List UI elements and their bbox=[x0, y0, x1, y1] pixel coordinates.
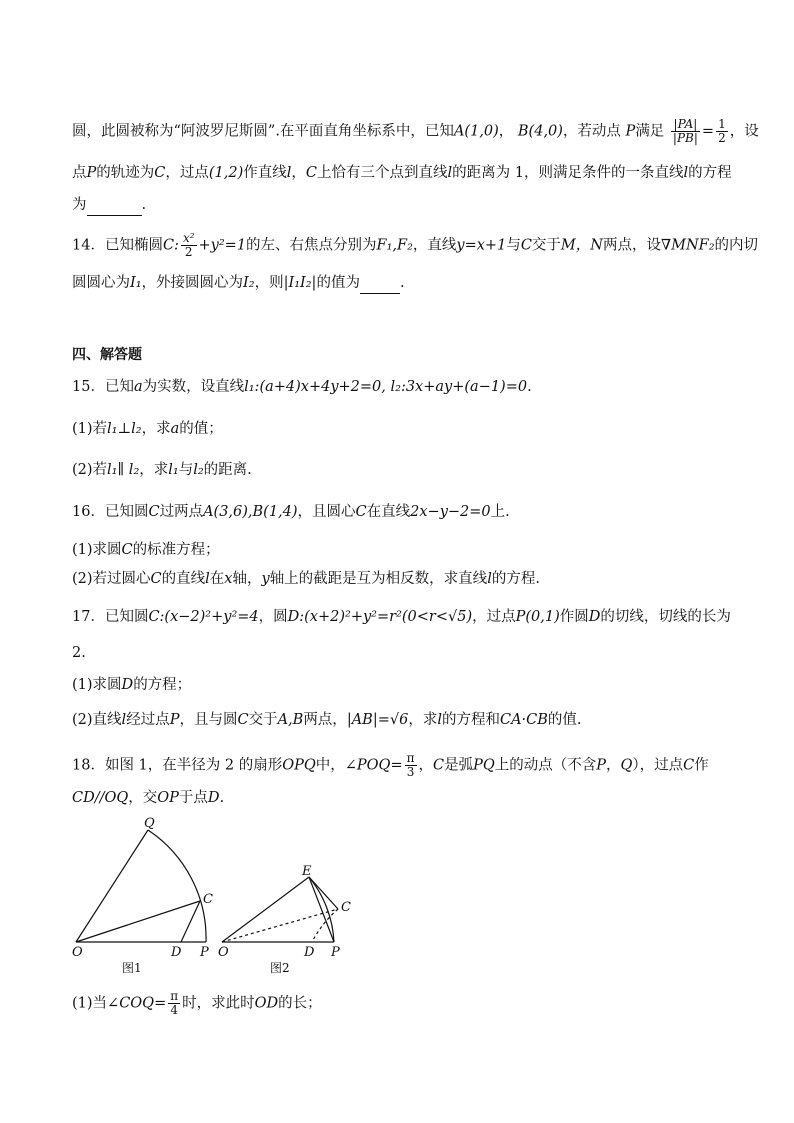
text: 作圆 bbox=[559, 609, 589, 625]
q17-line2: 2. bbox=[72, 645, 86, 661]
text: 在 bbox=[209, 571, 225, 587]
q17-line1 bbox=[72, 607, 732, 627]
math-var: Q bbox=[620, 757, 633, 774]
segment-ep bbox=[309, 877, 334, 942]
text: . bbox=[219, 790, 225, 806]
math-point: (1,2) bbox=[208, 165, 244, 181]
q15-part1 bbox=[72, 419, 732, 439]
text: ，且圆心 bbox=[297, 504, 356, 520]
q15-line1 bbox=[72, 377, 732, 397]
math: D:(x+2)²+y²=r²(0<r<√5) bbox=[287, 609, 473, 625]
text: 满足 bbox=[635, 123, 665, 140]
text: 两点，设 bbox=[602, 237, 661, 254]
math-var: C bbox=[520, 237, 532, 254]
label-q: Q bbox=[144, 816, 155, 831]
text: 的标准方程； bbox=[132, 542, 220, 558]
segment-oc bbox=[76, 901, 200, 942]
text: (1)当 bbox=[72, 995, 108, 1012]
q13-line2 bbox=[72, 163, 732, 183]
text: ，求 bbox=[139, 462, 169, 478]
text: ，若动点 bbox=[562, 123, 621, 140]
text: 的左、右焦点分别为 bbox=[246, 237, 377, 254]
text: 16．已知圆 bbox=[72, 504, 149, 520]
math-var: D bbox=[588, 609, 601, 625]
math: A,B bbox=[277, 712, 304, 728]
figure-2-labels bbox=[218, 864, 351, 960]
ellipse-fraction: $\frac{\text{x²}}{2}$ bbox=[182, 231, 195, 259]
math-var: l bbox=[447, 165, 453, 181]
q18-part1 bbox=[72, 990, 732, 1017]
math: I₁ bbox=[130, 275, 142, 291]
q13-line1 bbox=[72, 117, 759, 145]
text: 的距离为 1，则满足条件的一条直线 bbox=[452, 165, 684, 181]
math: l₁:(a+4)x+4y+2=0, l₂:3x+ay+(a−1)=0 bbox=[244, 379, 528, 395]
math: y=x+1 bbox=[456, 237, 507, 254]
label-d: D bbox=[304, 945, 315, 960]
label-o: O bbox=[218, 945, 229, 960]
text: ，过点 bbox=[472, 609, 516, 625]
text: . bbox=[141, 197, 147, 213]
text: 的方程 bbox=[688, 165, 732, 181]
text: 交于 bbox=[531, 237, 561, 254]
text: 上的动点（不含 bbox=[494, 757, 597, 774]
text: ，且与圆 bbox=[179, 712, 238, 728]
text: . bbox=[527, 379, 532, 395]
math: CD//OQ bbox=[72, 790, 129, 806]
text: ， bbox=[606, 757, 621, 774]
math-var: l bbox=[437, 712, 442, 728]
text: 的长； bbox=[278, 995, 322, 1012]
math-vector-dot: CA·CB bbox=[499, 712, 548, 728]
math: |I₁I₂| bbox=[283, 275, 317, 291]
text: 上恰有三个点到直线 bbox=[317, 165, 448, 181]
math-point-a: A(1,0) bbox=[453, 123, 499, 140]
math-var: C bbox=[237, 712, 249, 728]
math-var: l bbox=[121, 712, 127, 728]
math-var: C bbox=[433, 757, 445, 774]
text: 15．已知 bbox=[72, 379, 134, 395]
math: l₁⊥l₂ bbox=[107, 421, 142, 437]
math-var: l bbox=[286, 165, 292, 181]
figure-1-caption: 图1 bbox=[122, 961, 142, 975]
text: 的值为 bbox=[316, 275, 360, 291]
text: 作 bbox=[694, 757, 709, 774]
text: (2)若 bbox=[72, 462, 108, 478]
q16-line1 bbox=[72, 502, 732, 522]
text: 的方程； bbox=[133, 677, 192, 693]
segment-cd bbox=[181, 901, 200, 942]
text: 时，求此时 bbox=[182, 995, 255, 1012]
q13-line3 bbox=[72, 195, 732, 216]
math: OP bbox=[157, 790, 179, 806]
text: . bbox=[399, 275, 405, 291]
label-p: P bbox=[200, 945, 209, 960]
math-var: C bbox=[121, 542, 133, 558]
math: ∇MNF₂ bbox=[660, 237, 715, 254]
text: 两点， bbox=[303, 712, 347, 728]
text: 圆圆心为 bbox=[72, 275, 130, 291]
text: 与 bbox=[506, 237, 521, 254]
q16-part2 bbox=[72, 569, 732, 589]
figure-1 bbox=[76, 830, 206, 942]
segment-oq bbox=[76, 830, 148, 942]
math: |AB|=√6 bbox=[346, 712, 409, 728]
q18-line1 bbox=[72, 752, 732, 779]
text: 交于 bbox=[248, 712, 278, 728]
text: ，设 bbox=[729, 123, 759, 140]
text: 上. bbox=[490, 504, 510, 520]
text: 的内切 bbox=[714, 237, 759, 254]
math: 2x−y−2=0 bbox=[410, 504, 491, 520]
figure-2-caption: 图2 bbox=[270, 961, 290, 975]
text: ，求 bbox=[141, 421, 171, 437]
pi-over-4: $\frac{\pi}{4}$ bbox=[170, 989, 179, 1017]
text: ，交 bbox=[128, 790, 158, 806]
text: ，则 bbox=[254, 275, 284, 291]
math: OD bbox=[254, 995, 279, 1012]
math-var: C bbox=[355, 504, 367, 520]
segment-ec bbox=[309, 877, 338, 909]
math-var: a bbox=[170, 421, 180, 437]
pi-over-3: $\frac{\pi}{3}$ bbox=[406, 751, 415, 779]
text: 经过点 bbox=[126, 712, 170, 728]
segment-oe bbox=[222, 877, 309, 942]
math: +y²=1 bbox=[198, 237, 247, 254]
math: F₁,F₂ bbox=[376, 237, 413, 254]
text: ， bbox=[498, 123, 514, 140]
q14-line1 bbox=[72, 231, 759, 259]
text: (1)若 bbox=[72, 421, 108, 437]
text: = bbox=[701, 123, 715, 140]
math-var: C bbox=[683, 757, 695, 774]
math: l₁∥ l₂ bbox=[107, 462, 140, 478]
text: 轴上的截距是互为相反数，求直线 bbox=[269, 571, 488, 587]
label-p: P bbox=[331, 945, 340, 960]
text: 点 bbox=[72, 165, 87, 181]
math-var: P bbox=[169, 712, 180, 728]
math-var: C bbox=[305, 165, 317, 181]
math: M，N bbox=[560, 237, 603, 254]
label-c: C bbox=[203, 892, 213, 907]
text: 为实数，设直线 bbox=[142, 379, 245, 395]
math-var: x bbox=[224, 571, 233, 587]
q18-line2 bbox=[72, 788, 732, 808]
arc-pq bbox=[148, 830, 206, 942]
answer-blank[interactable] bbox=[87, 195, 142, 216]
text: 作直线 bbox=[243, 165, 287, 181]
text: 17．已知圆 bbox=[72, 609, 149, 625]
math: C:(x−2)²+y²=4 bbox=[148, 609, 259, 625]
math: I₂ bbox=[243, 275, 255, 291]
geometry-figures bbox=[60, 815, 360, 980]
math: ∠COQ= bbox=[107, 995, 167, 1012]
text: ， bbox=[291, 165, 306, 181]
math-var: l bbox=[205, 571, 210, 587]
math: C: bbox=[162, 237, 179, 254]
math-point-b: B(4,0) bbox=[517, 123, 563, 140]
q16-part1 bbox=[72, 540, 732, 560]
q17-part2 bbox=[72, 710, 732, 730]
text: 于点 bbox=[178, 790, 208, 806]
text: (1)求圆 bbox=[72, 677, 122, 693]
text: 轴， bbox=[232, 571, 262, 587]
text: 的距离. bbox=[203, 462, 252, 478]
text: (2)直线 bbox=[72, 712, 122, 728]
math-var: D bbox=[121, 677, 134, 693]
math-var: C bbox=[154, 165, 166, 181]
text: 18．如图 1，在半径为 2 的扇形 bbox=[72, 757, 283, 774]
math: l₁ bbox=[168, 462, 179, 478]
text: 的轨迹为 bbox=[96, 165, 155, 181]
text: (1)求圆 bbox=[72, 542, 122, 558]
text: 的值； bbox=[179, 421, 223, 437]
text: 是弧 bbox=[444, 757, 474, 774]
label-o: O bbox=[72, 945, 83, 960]
math-var: C bbox=[148, 504, 160, 520]
q14-line2 bbox=[72, 273, 732, 294]
math: PQ bbox=[473, 757, 495, 774]
q15-part2 bbox=[72, 460, 732, 480]
text: ，圆 bbox=[258, 609, 288, 625]
dashed-oc bbox=[222, 909, 338, 942]
text: ， bbox=[418, 757, 433, 774]
text: 的切线，切线的长为 bbox=[600, 609, 731, 625]
text: (2)若过圆心 bbox=[72, 571, 151, 587]
section-heading: 四、解答题 bbox=[72, 347, 142, 363]
text: 过两点 bbox=[159, 504, 204, 520]
answer-blank[interactable] bbox=[360, 273, 400, 294]
text: ，外接圆圆心为 bbox=[141, 275, 244, 291]
math-var: C bbox=[150, 571, 162, 587]
half-fraction: $\frac{1}{2}$ bbox=[718, 117, 726, 145]
math-var: P bbox=[596, 757, 607, 774]
math-var: P bbox=[86, 165, 97, 181]
ratio-fraction: $\frac{|PA|}{|PB|}$ bbox=[672, 117, 698, 145]
text: 的方程. bbox=[491, 571, 540, 587]
math-var: a bbox=[133, 379, 143, 395]
math-var: l bbox=[683, 165, 689, 181]
math: ∠POQ= bbox=[344, 757, 403, 774]
math-var: P bbox=[625, 123, 636, 140]
text: 的直线 bbox=[161, 571, 206, 587]
text: 为 bbox=[72, 197, 87, 213]
text: 与 bbox=[178, 462, 194, 478]
label-d: D bbox=[171, 945, 182, 960]
text: ，直线 bbox=[412, 237, 457, 254]
text: 圆，此圆被称为“阿波罗尼斯圆”.在平面直角坐标系中，已知 bbox=[72, 123, 454, 140]
text: ，过点 bbox=[165, 165, 209, 181]
q17-part1 bbox=[72, 675, 732, 695]
math-var: D bbox=[207, 790, 220, 806]
math: A(3,6),B(1,4) bbox=[203, 504, 298, 520]
math: OPQ bbox=[282, 757, 316, 774]
text: 中， bbox=[315, 757, 345, 774]
math-var: y bbox=[261, 571, 270, 587]
text: ），过点 bbox=[632, 757, 684, 774]
question-number: 14．已知椭圆 bbox=[72, 237, 163, 254]
text: 的方程和 bbox=[441, 712, 500, 728]
math: P(0,1) bbox=[515, 609, 560, 625]
text: 的值. bbox=[547, 712, 582, 728]
label-e: E bbox=[302, 864, 312, 879]
text: ，求 bbox=[408, 712, 438, 728]
figure-2 bbox=[222, 877, 338, 942]
math-var: l bbox=[487, 571, 492, 587]
text: 在直线 bbox=[366, 504, 411, 520]
label-c: C bbox=[341, 900, 351, 915]
math: l₂ bbox=[193, 462, 204, 478]
